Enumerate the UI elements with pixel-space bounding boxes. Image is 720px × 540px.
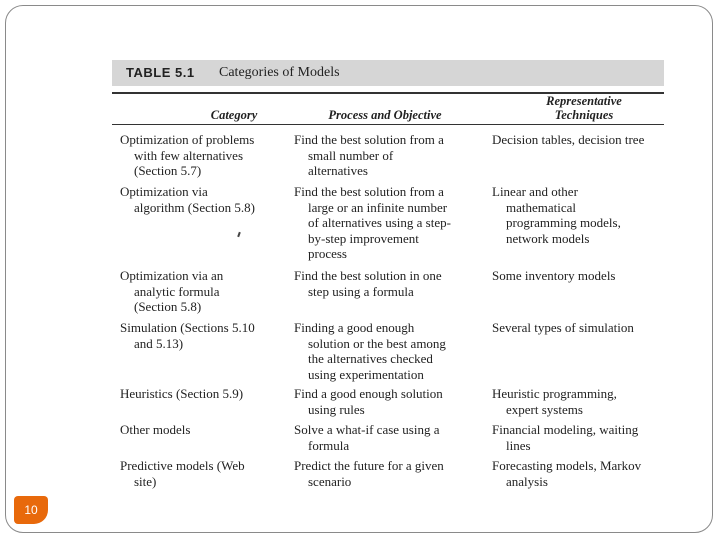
cell-line: (Section 5.7) [134, 163, 202, 178]
cell-line: and 5.13) [134, 335, 184, 351]
cell-techniques [492, 268, 616, 284]
cell-techniques [492, 422, 638, 453]
cell-line: expert systems [506, 401, 583, 417]
cell-line: Financial modeling, waiting [492, 422, 639, 437]
cell-category [120, 386, 243, 402]
header-techniques-line2: Techniques [554, 108, 614, 122]
cell-line: Several types of simulation [492, 320, 634, 335]
cell-line: Simulation (Sections 5.10 [120, 320, 255, 335]
cell-line: using rules [308, 401, 365, 417]
cell-line: step using a formula [308, 283, 414, 299]
cell-line: scenario [308, 473, 352, 489]
header-process: Process and Objective [328, 108, 442, 122]
cell-line: Optimization via an [120, 268, 224, 283]
cell-line: algorithm (Section 5.8) [134, 199, 255, 215]
table-title: Categories of Models [219, 65, 340, 80]
cell-line: Optimization via [120, 184, 208, 199]
table-title-bar [112, 60, 664, 86]
cell-line: Find the best solution from a [294, 184, 444, 199]
cell-line: Heuristics (Section 5.9) [120, 386, 244, 401]
cell-line: Find a good enough solution [294, 386, 443, 401]
cell-techniques [492, 132, 644, 148]
cell-line: large or an infinite number [308, 199, 448, 215]
cell-line: formula [308, 437, 350, 453]
cell-category [120, 320, 255, 351]
cell-line: solution or the best among [308, 335, 446, 351]
header-category: Category [210, 108, 258, 122]
cell-line: lines [506, 437, 531, 453]
cell-category [120, 458, 245, 489]
cell-line: Decision tables, decision tree [492, 132, 645, 147]
page-number-badge: 10 [14, 496, 48, 524]
cell-techniques [492, 320, 634, 336]
cell-line: programming models, [506, 215, 621, 230]
cell-process [294, 268, 442, 299]
cell-line: with few alternatives [134, 147, 244, 163]
cell-line: of alternatives using a step- [308, 215, 451, 230]
cell-line: site) [134, 473, 157, 489]
cell-line: analytic formula [134, 283, 220, 299]
cell-line: the alternatives checked [308, 351, 433, 366]
cell-process [294, 320, 446, 382]
cell-process [294, 458, 444, 489]
table-5-1 [112, 60, 664, 492]
cell-line: Heuristic programming, [492, 386, 617, 401]
cell-line: Optimization of problems [120, 132, 255, 147]
cell-line: by-step improvement [308, 230, 419, 246]
cell-line: (Section 5.8) [134, 299, 202, 314]
cell-category [120, 422, 190, 438]
table-header-rule [112, 124, 664, 125]
cell-process [294, 184, 451, 262]
header-techniques [524, 94, 644, 122]
cell-process [294, 422, 439, 453]
cell-line: Other models [120, 422, 191, 437]
cell-line: mathematical [506, 199, 577, 215]
cell-line: Predictive models (Web [120, 458, 245, 473]
cell-process [294, 386, 443, 417]
cell-line: Finding a good enough [294, 320, 415, 335]
cell-techniques [492, 458, 641, 489]
cell-line: process [308, 246, 347, 261]
cell-line: Find the best solution from a [294, 132, 444, 147]
cell-line: Solve a what-if case using a [294, 422, 440, 437]
table-label: TABLE 5.1 [126, 65, 195, 80]
cell-line: Forecasting models, Markov [492, 458, 642, 473]
cell-line: Predict the future for a given [294, 458, 444, 473]
cell-category [120, 268, 223, 315]
cell-category [120, 184, 255, 215]
cell-line: network models [506, 230, 590, 246]
cell-line: Some inventory models [492, 268, 616, 283]
cell-line: alternatives [308, 163, 368, 178]
cell-line: small number of [308, 147, 394, 163]
cell-line: Find the best solution in one [294, 268, 442, 283]
cell-line: analysis [506, 473, 548, 489]
header-techniques-line1: Representative [546, 94, 622, 108]
cell-category [120, 132, 254, 179]
cell-line: Linear and other [492, 184, 578, 199]
cell-process [294, 132, 444, 179]
cell-techniques [492, 386, 617, 417]
cell-techniques [492, 184, 621, 246]
cell-line: using experimentation [308, 366, 424, 382]
